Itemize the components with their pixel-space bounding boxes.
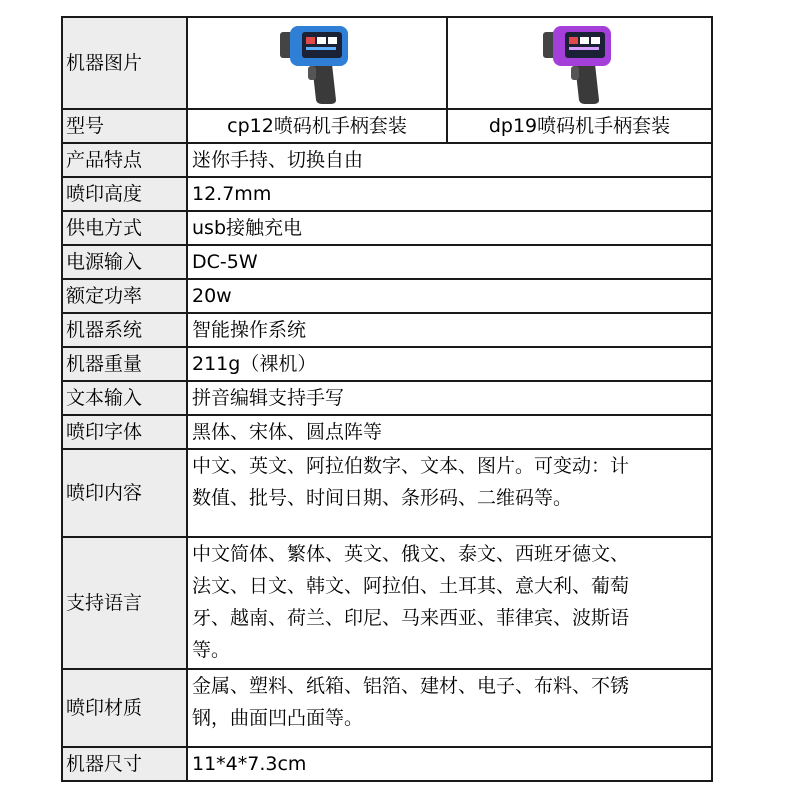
languages-line: 中文简体、繁体、英文、俄文、泰文、西班牙德文、 (192, 543, 630, 565)
label-text-input: 文本输入 (62, 381, 187, 415)
row-text-input (62, 381, 712, 415)
device-b-screen (565, 32, 605, 58)
row-materials (62, 669, 712, 747)
spec-table (61, 16, 713, 782)
print-content-line: 数值、批号、时间日期、条形码、二维码等。 (192, 487, 573, 509)
blue-handheld-inkjet-printer-icon (272, 20, 362, 106)
device-a-trigger (308, 66, 316, 80)
device-b-trigger (571, 66, 579, 80)
value-machine-weight: 211g（裸机） (187, 347, 712, 381)
label-machine-image: 机器图片 (62, 17, 187, 109)
row-machine-size (62, 747, 712, 781)
purple-handheld-inkjet-printer-icon (535, 20, 625, 106)
value-machine-system: 智能操作系统 (187, 313, 712, 347)
materials-line: 钢，曲面凹凸面等。 (192, 707, 364, 729)
label-power-input: 电源输入 (62, 245, 187, 279)
label-power-supply: 供电方式 (62, 211, 187, 245)
value-text-input: 拼音编辑支持手写 (187, 381, 712, 415)
row-print-content (62, 449, 712, 537)
row-print-height (62, 177, 712, 211)
row-rated-power (62, 279, 712, 313)
value-machine-size: 11*4*7.3cm (187, 747, 712, 781)
row-machine-system (62, 313, 712, 347)
label-rated-power: 额定功率 (62, 279, 187, 313)
languages-line: 法文、日文、韩文、阿拉伯、土耳其、意大利、葡萄 (192, 575, 630, 597)
model-product-a: cp12喷码机手柄套装 (187, 109, 447, 143)
value-print-font: 黑体、宋体、圆点阵等 (187, 415, 712, 449)
product-a-image-cell (187, 17, 447, 109)
row-languages (62, 537, 712, 669)
label-print-content: 喷印内容 (62, 449, 187, 537)
row-model (62, 109, 712, 143)
print-content-line: 中文、英文、阿拉伯数字、文本、图片。可变动：计 (192, 455, 630, 477)
languages-line: 等。 (192, 639, 231, 661)
row-machine-weight (62, 347, 712, 381)
label-print-font: 喷印字体 (62, 415, 187, 449)
value-power-supply: usb接触充电 (187, 211, 712, 245)
label-machine-weight: 机器重量 (62, 347, 187, 381)
value-print-height: 12.7mm (187, 177, 712, 211)
row-power-input (62, 245, 712, 279)
label-model: 型号 (62, 109, 187, 143)
value-materials (187, 669, 712, 747)
row-features (62, 143, 712, 177)
label-features: 产品特点 (62, 143, 187, 177)
row-print-font (62, 415, 712, 449)
label-machine-size: 机器尺寸 (62, 747, 187, 781)
value-features: 迷你手持、切换自由 (187, 143, 712, 177)
value-print-content (187, 449, 712, 537)
value-power-input: DC-5W (187, 245, 712, 279)
label-print-height: 喷印高度 (62, 177, 187, 211)
label-machine-system: 机器系统 (62, 313, 187, 347)
model-product-b: dp19喷码机手柄套装 (447, 109, 712, 143)
value-rated-power: 20w (187, 279, 712, 313)
label-languages: 支持语言 (62, 537, 187, 669)
row-power-supply (62, 211, 712, 245)
materials-line: 金属、塑料、纸箱、铝箔、建材、电子、布料、不锈 (192, 675, 630, 697)
value-languages (187, 537, 712, 669)
row-machine-image (62, 17, 712, 109)
product-b-image-cell (447, 17, 712, 109)
languages-line: 牙、越南、荷兰、印尼、马来西亚、菲律宾、波斯语 (192, 607, 630, 629)
device-a-screen (302, 32, 342, 58)
label-materials: 喷印材质 (62, 669, 187, 747)
